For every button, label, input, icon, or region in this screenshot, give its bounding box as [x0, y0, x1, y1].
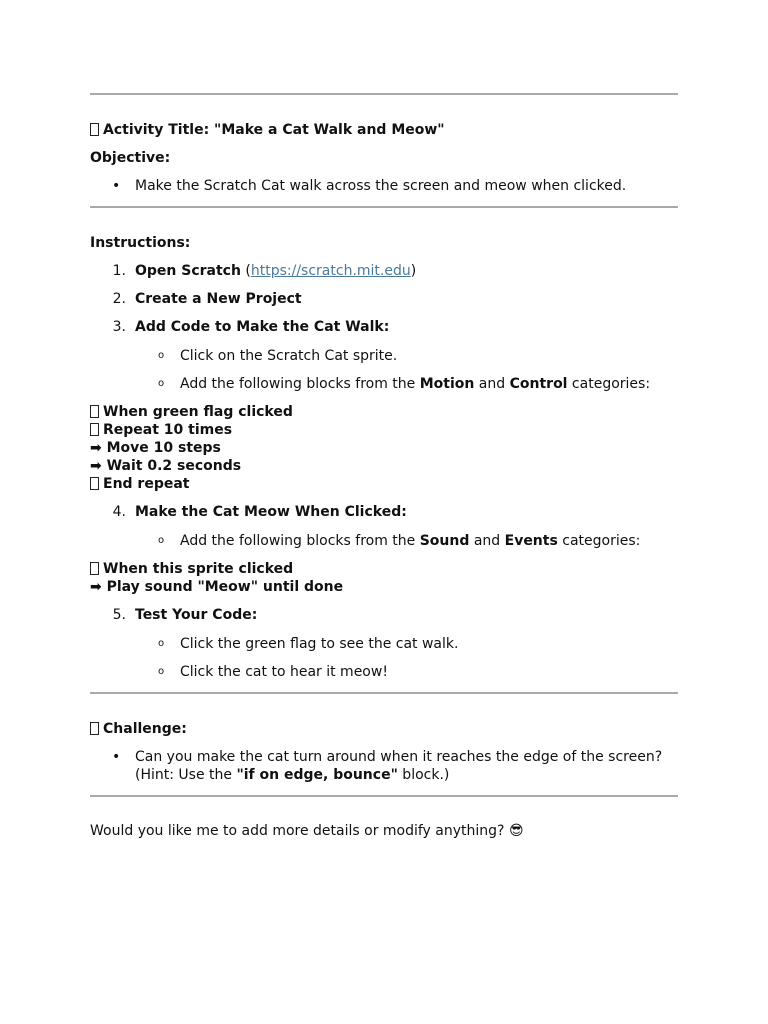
activity-title [90, 121, 445, 139]
missing-glyph-icon [90, 423, 99, 436]
step-4-sub-1-pre: Add the following blocks from the [180, 533, 420, 549]
step-1-title: Open Scratch [135, 263, 241, 279]
code-line-5-text: End repeat [103, 476, 190, 492]
objective-text: Make the Scratch Cat walk across the screen and meow when clicked. [135, 178, 627, 194]
sub-bullet-icon: o [158, 666, 165, 677]
step-number-5: 5. [112, 607, 126, 623]
challenge-line-1: Can you make the cat turn around when it reaches the edge of the screen? [135, 749, 663, 765]
code2-line-1-text: When this sprite clicked [103, 561, 294, 577]
step-number-1: 1. [112, 263, 126, 279]
code-line-2-text: Repeat 10 times [103, 422, 233, 438]
step-3-sub-2-pre: Add the following blocks from the [180, 376, 420, 392]
sound-category: Sound [419, 533, 470, 549]
step-5-title: Test Your Code: [135, 607, 258, 623]
horizontal-rule-3 [90, 692, 678, 694]
events-category: Events [504, 533, 558, 549]
missing-glyph-icon [90, 123, 99, 136]
step-4-title: Make the Cat Meow When Clicked: [135, 504, 407, 520]
step-3-title: Add Code to Make the Cat Walk: [135, 319, 390, 335]
bullet-icon: • [112, 749, 121, 765]
challenge-label-text: Challenge: [103, 721, 187, 737]
sunglasses-emoji-icon: 😎 [508, 823, 524, 839]
step-5-sub-1: Click the green flag to see the cat walk. [180, 636, 459, 652]
challenge-hint-pre: (Hint: Use the [135, 767, 237, 783]
control-category: Control [509, 376, 568, 392]
footer-question-text: Would you like me to add more details or modify anything? [90, 823, 509, 839]
step-3-sub-2 [180, 375, 650, 393]
missing-glyph-icon [90, 405, 99, 418]
code-line-2 [90, 421, 232, 439]
horizontal-rule-top [90, 93, 678, 95]
code-line-1-text: When green flag clicked [103, 404, 293, 420]
step-2-title: Create a New Project [135, 291, 302, 307]
step-4-sub-1-post: categories: [557, 533, 641, 549]
horizontal-rule-4 [90, 795, 678, 797]
missing-glyph-icon [90, 477, 99, 490]
sub-bullet-icon: o [158, 638, 165, 649]
instructions-label: Instructions: [90, 235, 191, 251]
sub-bullet-icon: o [158, 350, 165, 361]
step-3-sub-2-post: categories: [567, 376, 651, 392]
horizontal-rule-2 [90, 206, 678, 208]
challenge-label [90, 720, 187, 738]
scratch-link[interactable]: https://scratch.mit.edu [250, 263, 411, 279]
challenge-line-2 [135, 766, 449, 784]
objective-label: Objective: [90, 150, 171, 166]
step-4-sub-1-mid: and [469, 533, 505, 549]
motion-category: Motion [419, 376, 475, 392]
bullet-icon: • [112, 178, 121, 194]
step-4-sub-1 [180, 532, 640, 550]
footer-question [90, 822, 524, 840]
missing-glyph-icon [90, 562, 99, 575]
step-1-paren-close: ) [410, 263, 417, 279]
step-1-paren-open: ( [240, 263, 251, 279]
step-5-sub-2: Click the cat to hear it meow! [180, 664, 388, 680]
step-3-sub-2-mid: and [474, 376, 510, 392]
step-number-3: 3. [112, 319, 126, 335]
step-number-4: 4. [112, 504, 126, 520]
step-3-sub-1: Click on the Scratch Cat sprite. [180, 348, 398, 364]
code-line-4: ➡ Wait 0.2 seconds [90, 458, 242, 474]
step-1 [135, 262, 416, 280]
code-line-5 [90, 475, 189, 493]
challenge-hint-post: block.) [397, 767, 450, 783]
activity-title-text: Activity Title: "Make a Cat Walk and Meow" [103, 122, 445, 138]
code2-line-1 [90, 560, 293, 578]
step-number-2: 2. [112, 291, 126, 307]
missing-glyph-icon [90, 722, 99, 735]
sub-bullet-icon: o [158, 378, 165, 389]
code2-line-2: ➡ Play sound "Meow" until done [90, 579, 344, 595]
sub-bullet-icon: o [158, 535, 165, 546]
code-line-3: ➡ Move 10 steps [90, 440, 221, 456]
code-line-1 [90, 403, 293, 421]
challenge-hint-block: "if on edge, bounce" [236, 767, 398, 783]
